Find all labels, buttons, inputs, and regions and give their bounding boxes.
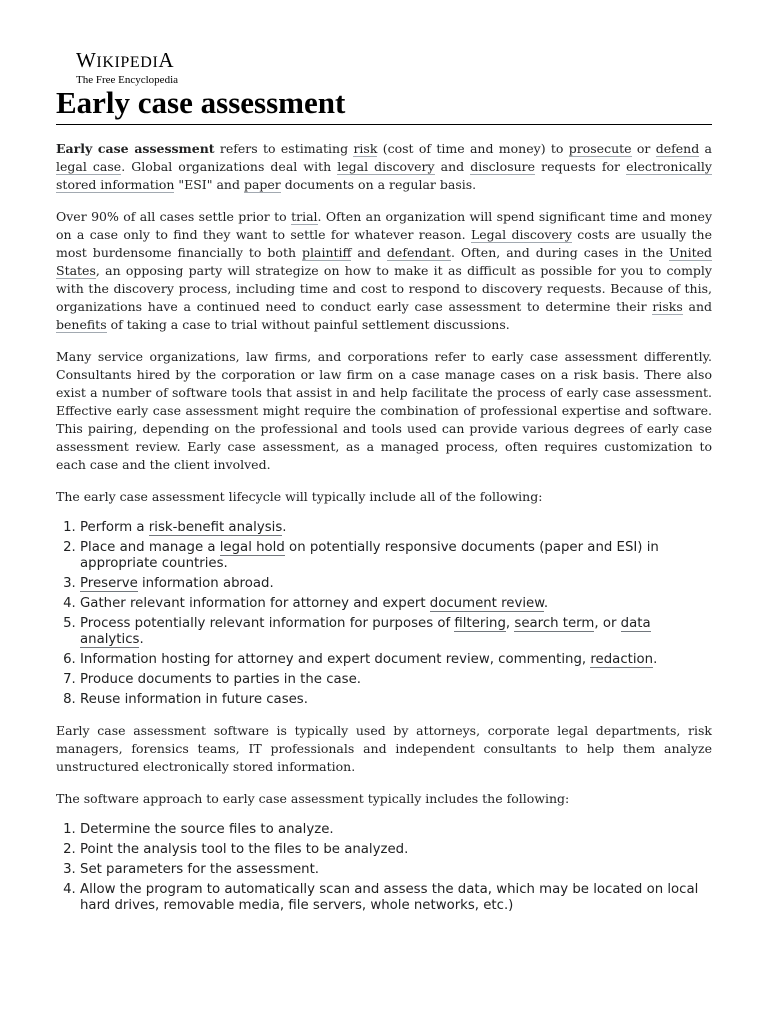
list-item: 1. Determine the source files to analyze. — [80, 822, 712, 838]
link-search-term[interactable]: search term — [514, 616, 595, 631]
link-trial[interactable]: trial — [291, 209, 318, 224]
link-plaintiff[interactable]: plaintiff — [302, 245, 352, 260]
wikipedia-logo[interactable] — [76, 50, 178, 86]
paragraph-intro: Early case assessment refers to estimating risk (cost of time and money) to prosecute or defend a legal case. Global organizations deal with legal discovery and disclosure requests for electronically stored information "ESI" and paper documents on a regular basis. — [56, 141, 712, 192]
article-body — [56, 140, 712, 928]
list-item: 1. Perform a risk-benefit analysis. — [80, 520, 712, 536]
list-item: 8. Reuse information in future cases. — [80, 692, 712, 708]
lifecycle-list — [56, 520, 712, 708]
link-legal-hold[interactable]: legal hold — [219, 540, 285, 555]
list-item: 7. Produce documents to parties in the case. — [80, 672, 712, 688]
link-risk[interactable]: risk — [353, 141, 378, 156]
list-item: 6. Information hosting for attorney and expert document review, commenting, redaction. — [80, 652, 712, 668]
link-document-review[interactable]: document review — [429, 596, 544, 611]
link-prosecute[interactable]: prosecute — [568, 141, 632, 156]
link-defend[interactable]: defend — [655, 141, 700, 156]
list-item: 3. Set parameters for the assessment. — [80, 862, 712, 878]
link-legal-case[interactable]: legal case — [56, 159, 122, 174]
link-data-analytics[interactable]: data analytics — [80, 616, 651, 647]
paragraph-lifecycle-intro: The early case assessment lifecycle will typically include all of the following: — [56, 489, 543, 504]
wikipedia-tagline: The Free Encyclopedia — [76, 74, 179, 86]
paragraph-software-users: Early case assessment software is typically used by attorneys, corporate legal departments, risk managers, forensics teams, IT professionals and independent consultants to help them analyze unstructured electronically stored information. — [56, 723, 712, 774]
link-risks[interactable]: risks — [652, 299, 683, 314]
link-redaction[interactable]: redaction — [590, 652, 654, 667]
link-legal-discovery[interactable]: legal discovery — [337, 159, 435, 174]
link-paper[interactable]: paper — [243, 177, 281, 192]
link-disclosure[interactable]: disclosure — [470, 159, 536, 174]
link-benefits[interactable]: benefits — [56, 317, 107, 332]
page-title: Early case assessment — [56, 84, 712, 125]
paragraph-service-orgs: Many service organizations, law firms, and corporations refer to early case assessment differently. Consultants hired by the corporation or law firm on a case manage cases on a risk basis. There also exist a number of software tools that assist in and help facilitate the process of early case assessment. Effective early case assessment might require the combination of professional expertise and software. This pairing, depending on the professional and tools used can provide various degrees of early case assessment review. Early case assessment, as a managed process, often requires customization to each case and the client involved. — [56, 349, 712, 472]
list-item: 4. Gather relevant information for attorney and expert document review. — [80, 596, 712, 612]
list-item: 5. Process potentially relevant information for purposes of filtering, search term, or data analytics. — [80, 616, 712, 648]
list-item: 3. Preserve information abroad. — [80, 576, 712, 592]
list-item: 2. Place and manage a legal hold on potentially responsive documents (paper and ESI) in appropriate countries. — [80, 540, 712, 572]
list-item: 2. Point the analysis tool to the files to be analyzed. — [80, 842, 712, 858]
link-united-states[interactable]: United States — [56, 245, 712, 278]
bold-term: Early case assessment — [56, 141, 215, 156]
link-defendant[interactable]: defendant — [386, 245, 451, 260]
link-risk-benefit-analysis[interactable]: risk-benefit analysis — [148, 520, 283, 535]
paragraph-settlement: Over 90% of all cases settle prior to trial. Often an organization will spend significant time and money on a case only to find they want to settle for whatever reason. Legal discovery costs are usually the most burdensome financially to both plaintiff and defendant. Often, and during cases in the United States, an opposing party will strategize on how to make it as difficult as possible for you to comply with the discovery process, including time and cost to respond to discovery requests. Because of this, organizations have a continued need to conduct early case assessment to determine their risks and benefits of taking a case to trial without painful settlement discussions. — [56, 209, 712, 332]
paragraph-software-approach: The software approach to early case assessment typically includes the following: — [56, 791, 570, 806]
link-preserve[interactable]: Preserve — [80, 576, 138, 591]
software-approach-list — [56, 822, 712, 914]
list-item: 4. Allow the program to automatically scan and assess the data, which may be located on local hard drives, removable media, file servers, whole networks, etc.) — [80, 882, 712, 914]
link-legal-discovery-2[interactable]: Legal discovery — [470, 227, 572, 242]
link-esi[interactable]: electronically stored information — [56, 159, 712, 192]
wikipedia-wordmark: WIKIPEDIA — [76, 48, 175, 72]
link-filtering[interactable]: filtering — [454, 616, 506, 631]
